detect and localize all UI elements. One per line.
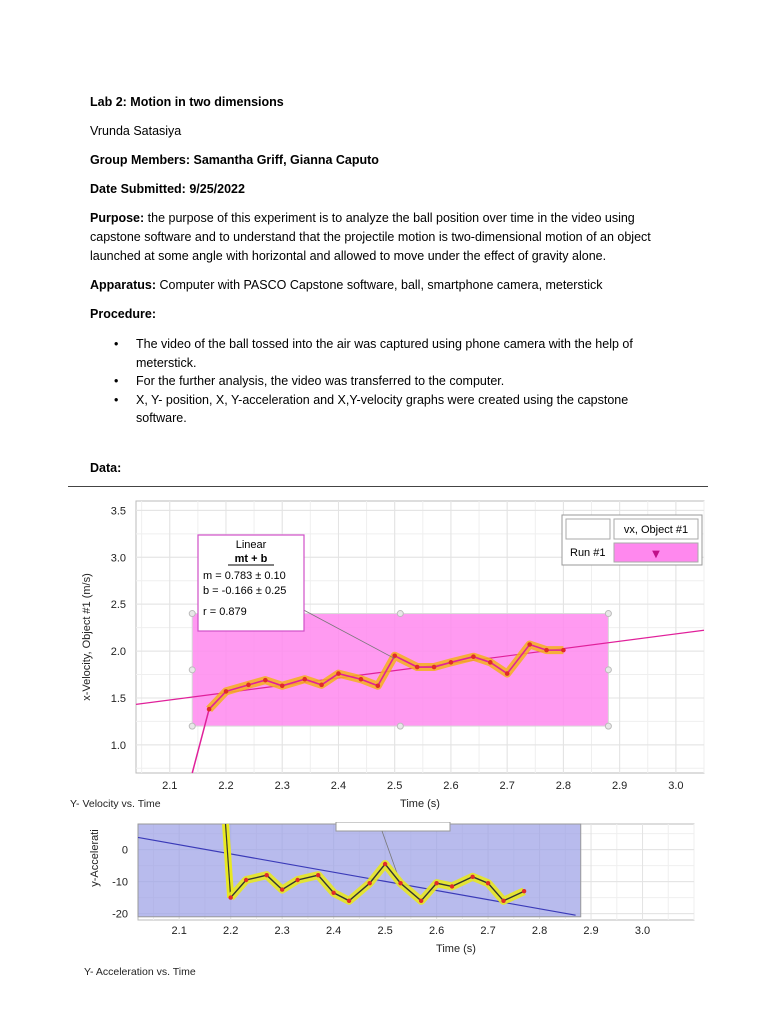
x-tick-label: 2.8 xyxy=(555,780,572,792)
legend-run-marker: ▼ xyxy=(652,549,660,560)
y-tick-label: 2.5 xyxy=(110,599,126,612)
y-tick-label: 3.5 xyxy=(110,505,126,518)
velocity-chart-caption: Y- Velocity vs. Time xyxy=(70,798,161,810)
legend-run-label: Run #1 xyxy=(570,547,606,559)
x-tick-label: 2.7 xyxy=(499,780,515,792)
data-point xyxy=(527,642,532,647)
selection-handle xyxy=(189,723,195,729)
bullet: • xyxy=(114,337,119,351)
selection-handle xyxy=(605,723,611,729)
purpose-label: Purpose: xyxy=(90,211,145,225)
x-tick-label: 2.4 xyxy=(330,780,347,792)
data-point xyxy=(486,881,490,885)
x-tick-label: 3.0 xyxy=(668,780,684,792)
data-point xyxy=(265,873,269,877)
data-point xyxy=(449,660,454,665)
data-point xyxy=(207,707,212,712)
selection-highlight xyxy=(138,824,581,917)
x-tick-label: 2.7 xyxy=(480,925,496,937)
purpose-text-1: the purpose of this experiment is to analyze the ball position over time in the video using xyxy=(147,211,635,225)
group-value: Samantha Griff, Gianna Caputo xyxy=(193,153,379,167)
report-title: Lab 2: Motion in two dimensions xyxy=(90,95,284,109)
data-point xyxy=(228,895,232,899)
data-point xyxy=(280,683,285,688)
data-point xyxy=(246,683,251,688)
data-point xyxy=(244,878,248,882)
data-point xyxy=(450,884,454,888)
group-label: Group Members: xyxy=(90,153,191,167)
procedure-item-text: software. xyxy=(136,411,187,425)
y-tick-label: 2.0 xyxy=(110,646,126,659)
procedure-item xyxy=(112,391,672,428)
acceleration-chart-svg xyxy=(82,822,696,984)
y-axis-label: y-Accelerati xyxy=(89,829,101,887)
selection-handle xyxy=(189,611,195,617)
y-axis-label: x-Velocity, Object #1 (m/s) xyxy=(81,573,93,701)
fit-box-b: b = -0.166 ± 0.25 xyxy=(203,585,287,597)
velocity-chart-svg xyxy=(68,487,708,815)
y-tick-label: 0 xyxy=(121,844,128,857)
y-tick-label: 1.0 xyxy=(110,739,126,752)
purpose-line-1 xyxy=(90,209,635,228)
selection-handle xyxy=(397,723,403,729)
data-point xyxy=(376,683,381,688)
data-point xyxy=(471,654,476,659)
x-tick-label: 2.5 xyxy=(377,925,393,937)
apparatus-value: Computer with PASCO Capstone software, ball, smartphone camera, meterstick xyxy=(159,278,603,292)
procedure-item-text: X, Y- position, X, Y-acceleration and X,Y-velocity graphs were created using the capstone xyxy=(136,392,629,407)
procedure-item-text: For the further analysis, the video was transferred to the computer. xyxy=(136,374,505,388)
data-point xyxy=(295,878,299,882)
fit-box-r: r = 0.879 xyxy=(203,606,247,618)
x-tick-label: 2.6 xyxy=(428,925,445,937)
x-axis-label: Time (s) xyxy=(436,943,476,955)
x-tick-label: 2.2 xyxy=(223,925,239,937)
acceleration-chart xyxy=(82,822,696,984)
date-submitted xyxy=(90,180,245,199)
data-point xyxy=(544,648,549,653)
legend-header: vx, Object #1 xyxy=(623,524,689,536)
x-tick-label: 2.1 xyxy=(162,780,178,792)
y-tick-label: -10 xyxy=(112,876,128,889)
selection-handle xyxy=(605,667,611,673)
selection-handle xyxy=(189,667,195,673)
data-point xyxy=(347,899,351,903)
data-point xyxy=(415,665,420,670)
procedure-item-text: The video of the ball tossed into the air was captured using phone camera with the help of xyxy=(136,337,633,351)
bullet: • xyxy=(114,392,119,407)
y-tick-label: -20 xyxy=(112,908,128,921)
x-tick-label: 2.3 xyxy=(274,925,290,937)
y-tick-label: 1.5 xyxy=(110,692,126,705)
data-point xyxy=(316,873,320,877)
selection-handle xyxy=(605,611,611,617)
x-tick-label: 2.9 xyxy=(583,925,599,937)
procedure-item-text: meterstick. xyxy=(136,355,197,370)
date-value: 9/25/2022 xyxy=(189,182,245,196)
procedure-heading: Procedure: xyxy=(90,307,156,321)
data-point xyxy=(263,678,268,683)
data-point xyxy=(336,671,341,676)
bullet: • xyxy=(114,374,119,388)
data-point xyxy=(367,881,371,885)
data-point xyxy=(501,899,505,903)
purpose-text-3: launched at some angle with horizontal and allowed to move under the effect of gravity alone. xyxy=(90,249,607,263)
data-point xyxy=(224,689,229,694)
data-point xyxy=(470,875,474,879)
y-tick-label: 3.0 xyxy=(110,552,126,565)
data-point xyxy=(359,677,364,682)
data-point xyxy=(280,887,284,891)
apparatus xyxy=(90,276,602,295)
acceleration-chart-caption: Y- Acceleration vs. Time xyxy=(84,966,196,978)
data-point xyxy=(319,683,324,688)
data-point xyxy=(505,671,510,676)
group-members xyxy=(90,151,379,170)
x-tick-label: 2.6 xyxy=(443,780,459,792)
x-tick-label: 2.8 xyxy=(531,925,548,937)
procedure-list xyxy=(112,335,672,428)
x-axis-label: Time (s) xyxy=(400,798,440,810)
data-point xyxy=(488,660,493,665)
selection-handle xyxy=(397,611,403,617)
x-tick-label: 2.4 xyxy=(325,925,342,937)
purpose-text-2: capstone software and to understand that the projectile motion is two-dimensional motion of an object xyxy=(90,230,651,244)
data-heading: Data: xyxy=(90,461,122,475)
fit-box-title: Linear xyxy=(235,539,267,551)
date-label: Date Submitted: xyxy=(90,182,186,196)
data-point xyxy=(561,648,566,653)
x-tick-label: 2.3 xyxy=(274,780,290,792)
fit-box-equation: mt + b xyxy=(234,553,268,565)
velocity-chart xyxy=(68,486,708,815)
data-point xyxy=(522,889,526,893)
data-point xyxy=(302,677,307,682)
x-tick-label: 2.5 xyxy=(387,780,403,792)
fit-box-m: m = 0.783 ± 0.10 xyxy=(203,570,286,582)
data-point xyxy=(434,881,438,885)
x-tick-label: 2.1 xyxy=(171,925,187,937)
x-tick-label: 2.2 xyxy=(218,780,234,792)
procedure-item xyxy=(112,335,672,372)
author-name: Vrunda Satasiya xyxy=(90,124,182,138)
data-point xyxy=(331,891,335,895)
data-point xyxy=(432,665,437,670)
data-point xyxy=(398,881,402,885)
apparatus-label: Apparatus: xyxy=(90,278,156,292)
x-tick-label: 2.9 xyxy=(611,780,628,792)
legend-header-blank xyxy=(566,519,610,539)
procedure-item xyxy=(112,372,672,391)
data-point xyxy=(419,899,423,903)
fit-box-partial xyxy=(336,822,450,831)
x-tick-label: 3.0 xyxy=(634,925,651,937)
data-point xyxy=(383,862,387,866)
